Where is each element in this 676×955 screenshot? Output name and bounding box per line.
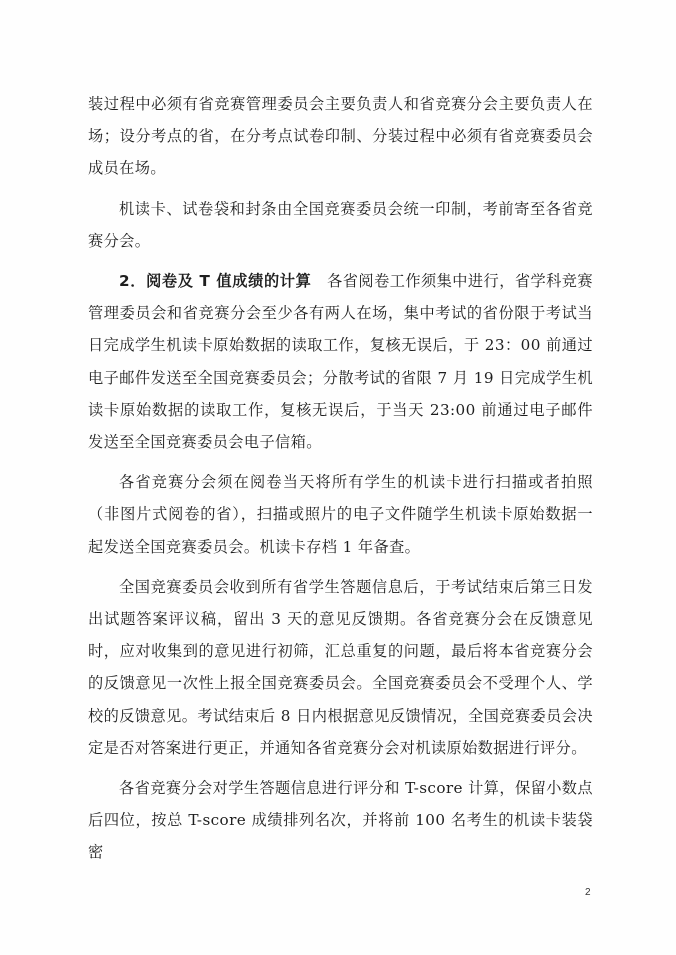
paragraph-venue-supervision bbox=[88, 88, 593, 185]
paragraph-feedback bbox=[88, 571, 593, 764]
paragraph-text: 各省竞赛分会须在阅卷当天将所有学生的机读卡进行扫描或者拍照（非图片式阅卷的省），扫描或照片的电子文件随学生机读卡原始数据一起发送全国竞赛委员会。机读卡存档 1 年备查。 bbox=[88, 473, 593, 556]
section-heading: 2．阅卷及 T 值成绩的计算 bbox=[119, 272, 312, 291]
page-number: 2 bbox=[585, 887, 591, 898]
paragraph-text: 各省阅卷工作须集中进行，省学科竞赛管理委员会和省竞赛分会至少各有两人在场，集中考试的省份限于考试当日完成学生机读卡原始数据的读取工作，复核无误后，于 23：00 前通过电子邮件发送至全国竞赛委员会；分散考试的省限 7 月 19 日完成学生机读卡原始数据的读取工作，复核无误后，于当天 23:00 前通过电子邮件发送至全国竞赛委员会电子信箱。 bbox=[88, 272, 593, 452]
paragraph-grading-section bbox=[88, 265, 593, 458]
paragraph-text: 机读卡、试卷袋和封条由全国竞赛委员会统一印制，考前寄至各省竞赛分会。 bbox=[88, 199, 593, 250]
document-body bbox=[88, 88, 593, 877]
paragraph-text: 全国竞赛委员会收到所有省学生答题信息后，于考试结束后第三日发出试题答案评议稿，留出 3 天的意见反馈期。各省竞赛分会在反馈意见时，应对收集到的意见进行初筛，汇总重复的问题，最后将本省竞赛分会的反馈意见一次性上报全国竞赛委员会。全国竞赛委员会不受理个人、学校的反馈意见。考试结束后 8 日内根据意见反馈情况，全国竞赛委员会决定是否对答案进行更正，并通知各省竞赛分会对机读原始数据进行评分。 bbox=[88, 577, 593, 757]
paragraph-text: 各省竞赛分会对学生答题信息进行评分和 T-score 计算，保留小数点后四位，按总 T-score 成绩排列名次，并将前 100 名考生的机读卡装袋密 bbox=[88, 779, 593, 862]
paragraph-scanning bbox=[88, 466, 593, 563]
paragraph-printing bbox=[88, 193, 593, 257]
paragraph-scoring bbox=[88, 772, 593, 869]
paragraph-text: 装过程中必须有省竞赛管理委员会主要负责人和省竞赛分会主要负责人在场；设分考点的省，在分考点试卷印制、分装过程中必须有省竞赛委员会成员在场。 bbox=[88, 95, 593, 178]
